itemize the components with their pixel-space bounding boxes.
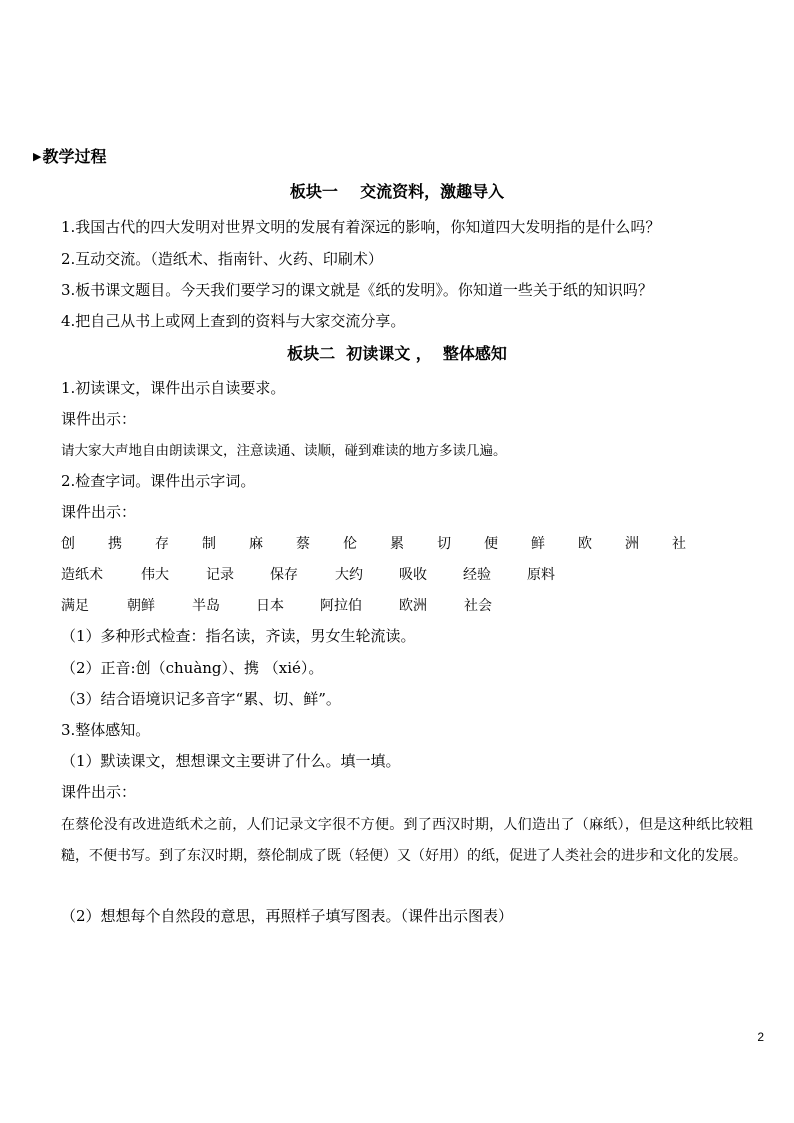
char-item: 携 [108,536,122,552]
courseware-label-1: 课件出示： [61,410,137,428]
word-item: 阿拉伯 [320,598,362,614]
word-item: 保存 [270,567,298,583]
section1-item-4: 4.把自己从书上或网上查到的资料与大家交流分享。 [61,312,406,330]
check-1: （1）多种形式检查：指名读，齐读，男女生轮流读。 [61,627,416,645]
word-item: 经验 [463,567,491,583]
word-item: 满足 [61,598,89,614]
sub1-text: （1）默读课文，想想课文主要讲了什么。填一填。 [61,752,401,770]
char-item: 切 [437,536,451,552]
word-item: 欧洲 [399,598,427,614]
sub2-text: （2）想想每个自然段的意思，再照样子填写图表。（课件出示图表） [61,907,514,925]
step2-text: 2.检查字词。课件出示字词。 [61,472,256,490]
char-item: 累 [390,536,404,552]
char-item: 麻 [249,536,263,552]
char-item: 欧 [578,536,592,552]
char-item: 蔡 [296,536,310,552]
word-item: 记录 [206,567,234,583]
courseware-label-2: 课件出示： [61,503,137,521]
step3-text: 3.整体感知。 [61,721,151,739]
page-number: 2 [757,1030,764,1044]
courseware-label-3: 课件出示： [61,783,137,801]
courseware-paragraph: 在蔡伦没有改进造纸术之前，人们记录文字很不方便。到了西汉时期，人们造出了（麻纸），但是这种纸比较粗糙，不便书写。到了东汉时期，蔡伦制成了既（轻便）又（好用）的纸，促进了人类社会的进步和文化的发展。 [61,817,753,864]
word-item: 社会 [464,598,492,614]
check-2: （2）正音:创（chuàng）、携 （xié）。 [61,659,324,677]
section-heading [33,146,106,168]
section1-item-3: 3.板书课文题目。今天我们要学习的课文就是《纸的发明》。你知道一些关于纸的知识吗？ [61,281,653,299]
check-3: （3）结合语境识记多音字“累、切、鲜”。 [61,690,341,708]
char-item: 鲜 [531,536,545,552]
section1-title: 板块一 交流资料，激趣导入 [289,182,505,201]
section1-item-2: 2.互动交流。（造纸术、指南针、火药、印刷术） [61,250,383,268]
word-item: 吸收 [399,567,427,583]
char-item: 便 [484,536,498,552]
word-item: 朝鲜 [127,598,155,614]
word-item: 半岛 [192,598,220,614]
word-item: 伟大 [141,567,169,583]
word-item: 造纸术 [61,567,103,583]
char-item: 洲 [625,536,639,552]
word-item: 大约 [335,567,363,583]
step1-text: 1.初读课文，课件出示自读要求。 [61,379,286,397]
char-item: 伦 [343,536,357,552]
courseware-text-1: 请大家大声地自由朗读课文，注意读通、读顺，碰到难读的地方多读几遍。 [61,443,507,459]
word-item: 日本 [256,598,284,614]
char-item: 社 [672,536,686,552]
triangle-marker-icon: ▶ [33,150,42,163]
char-item: 创 [61,536,75,552]
word-item: 原料 [527,567,555,583]
section1-item-1: 1.我国古代的四大发明对世界文明的发展有着深远的影响，你知道四大发明指的是什么吗？ [61,218,661,236]
section2-title: 板块二 初读课文 ， 整体感知 [287,344,507,363]
heading-text: 教学过程 [42,147,107,166]
char-item: 制 [202,536,216,552]
char-item: 存 [155,536,169,552]
